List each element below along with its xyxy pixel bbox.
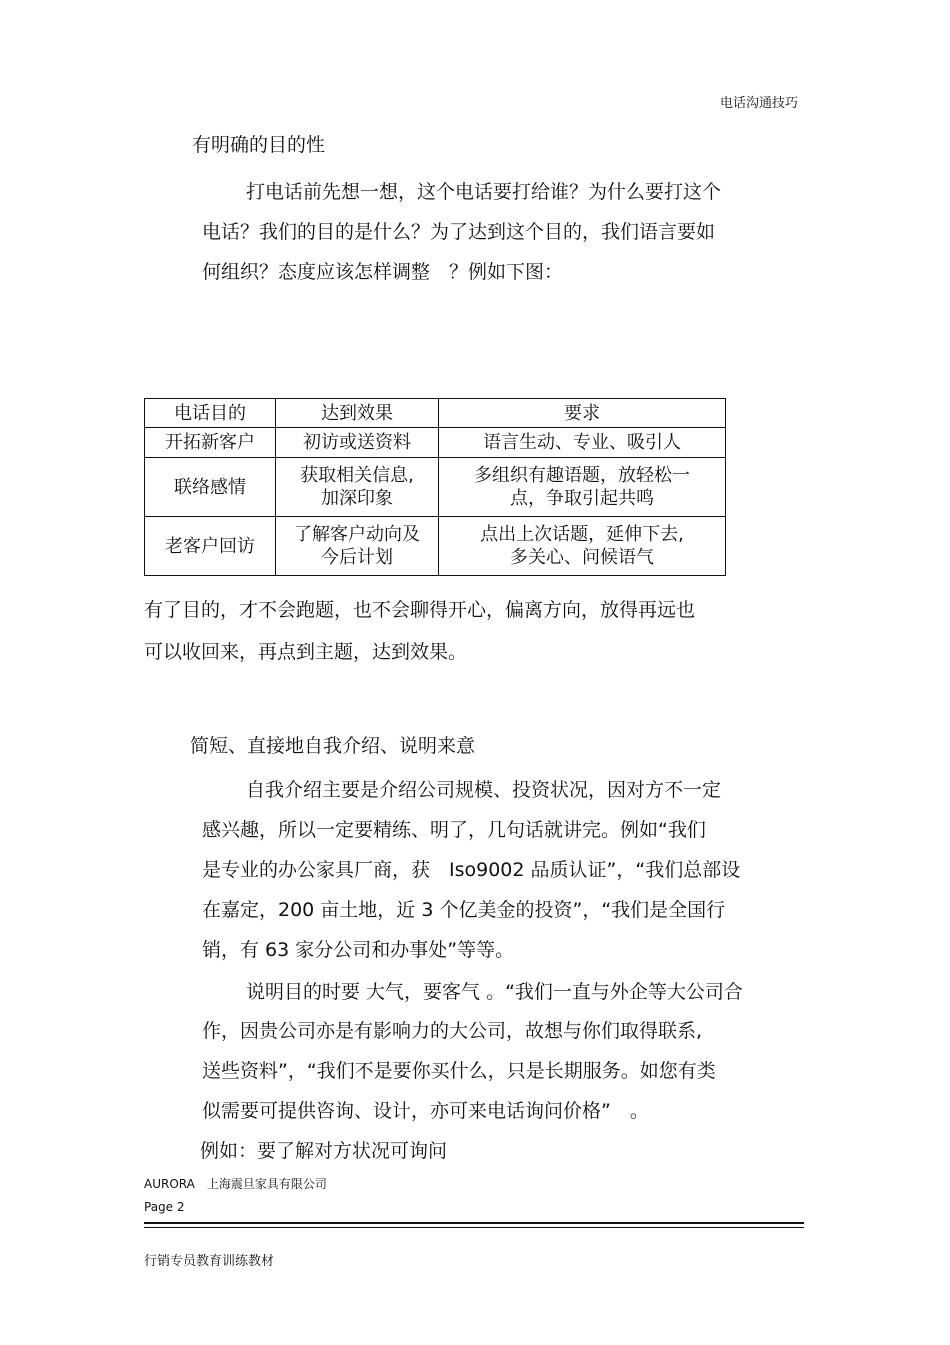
- paragraph-line: 何组织？态度应该怎样调整 ？例如下图：: [202, 261, 564, 283]
- paragraph-line: 作，因贵公司亦是有影响力的大公司，故想与你们取得联系,: [202, 1020, 703, 1042]
- cell-line: 今后计划: [321, 547, 393, 568]
- section-heading-introduction: 简短、直接地自我介绍、说明来意: [190, 735, 476, 757]
- paragraph-line: 打电话前先想一想，这个电话要打给谁？为什么要打这个: [246, 181, 722, 203]
- purpose-cell: 老客户回访: [145, 517, 276, 576]
- table-row: [145, 517, 726, 576]
- cell-line: 多关心、问候语气: [510, 547, 654, 568]
- paragraph-line: 自我介绍主要是介绍公司规模、投资状况，因对方不一定: [246, 779, 722, 801]
- footer-page-number: Page 2: [144, 1200, 185, 1214]
- footer-rule-thin: [144, 1227, 804, 1228]
- cell-line: 了解客户动向及: [294, 524, 420, 545]
- cell-line: 获取相关信息,: [300, 465, 414, 486]
- cell-line: 加深印象: [321, 488, 393, 509]
- requirement-cell: [439, 428, 726, 458]
- footer-company: AURORA 上海震旦家具有限公司: [144, 1177, 327, 1191]
- cell-line: 多组织有趣语题，放轻松一: [474, 465, 690, 486]
- cell-line: 点出上次话题，延伸下去,: [480, 524, 684, 545]
- running-header: 电话沟通技巧: [719, 96, 798, 111]
- effect-cell: [276, 428, 439, 458]
- purpose-table: [144, 398, 726, 576]
- paragraph-line: 有了目的，才不会跑题，也不会聊得开心，偏离方向，放得再远也: [144, 599, 696, 621]
- paragraph-line: 说明目的时要 大气，要客气 。“我们一直与外企等大公司合: [246, 981, 743, 1003]
- effect-cell: [276, 458, 439, 517]
- table-row: [145, 428, 726, 458]
- paragraph-line: 销，有 63 家分公司和办事处”等等。: [202, 939, 515, 961]
- requirement-cell: [439, 458, 726, 517]
- table-header-cell: 要求: [439, 399, 726, 428]
- cell-line: 语言生动、专业、吸引人: [483, 432, 681, 453]
- paragraph-line: 似需要可提供咨询、设计，亦可来电话询问价格” 。: [202, 1100, 649, 1122]
- paragraph-line: 可以收回来，再点到主题，达到效果。: [144, 641, 468, 663]
- table-header-cell: 电话目的: [145, 399, 276, 428]
- cell-line: 点，争取引起共鸣: [510, 488, 654, 509]
- purpose-cell: 开拓新客户: [145, 428, 276, 458]
- paragraph-line: 例如：要了解对方状况可询问: [200, 1140, 448, 1162]
- paragraph-line: 感兴趣，所以一定要精练、明了，几句话就讲完。例如“我们: [202, 819, 706, 841]
- paragraph-line: 是专业的办公家具厂商，获 Iso9002 品质认证”，“我们总部设: [202, 859, 741, 881]
- table-header-row: [145, 399, 726, 428]
- requirement-cell: [439, 517, 726, 576]
- table-row: [145, 458, 726, 517]
- paragraph-line: 送些资料”，“我们不是要你买什么，只是长期服务。如您有类: [202, 1060, 716, 1082]
- table-header-cell: 达到效果: [276, 399, 439, 428]
- footer-rule-thick: [144, 1222, 804, 1224]
- paragraph-line: 在嘉定，200 亩土地，近 3 个亿美金的投资”，“我们是全国行: [202, 899, 726, 921]
- footer-course-title: 行销专员教育训练教材: [144, 1254, 275, 1269]
- purpose-cell: 联络感情: [145, 458, 276, 517]
- paragraph-line: 电话？我们的目的是什么？为了达到这个目的，我们语言要如: [202, 221, 716, 243]
- section-heading-purpose: 有明确的目的性: [192, 134, 326, 156]
- effect-cell: [276, 517, 439, 576]
- cell-line: 初访或送资料: [303, 432, 411, 453]
